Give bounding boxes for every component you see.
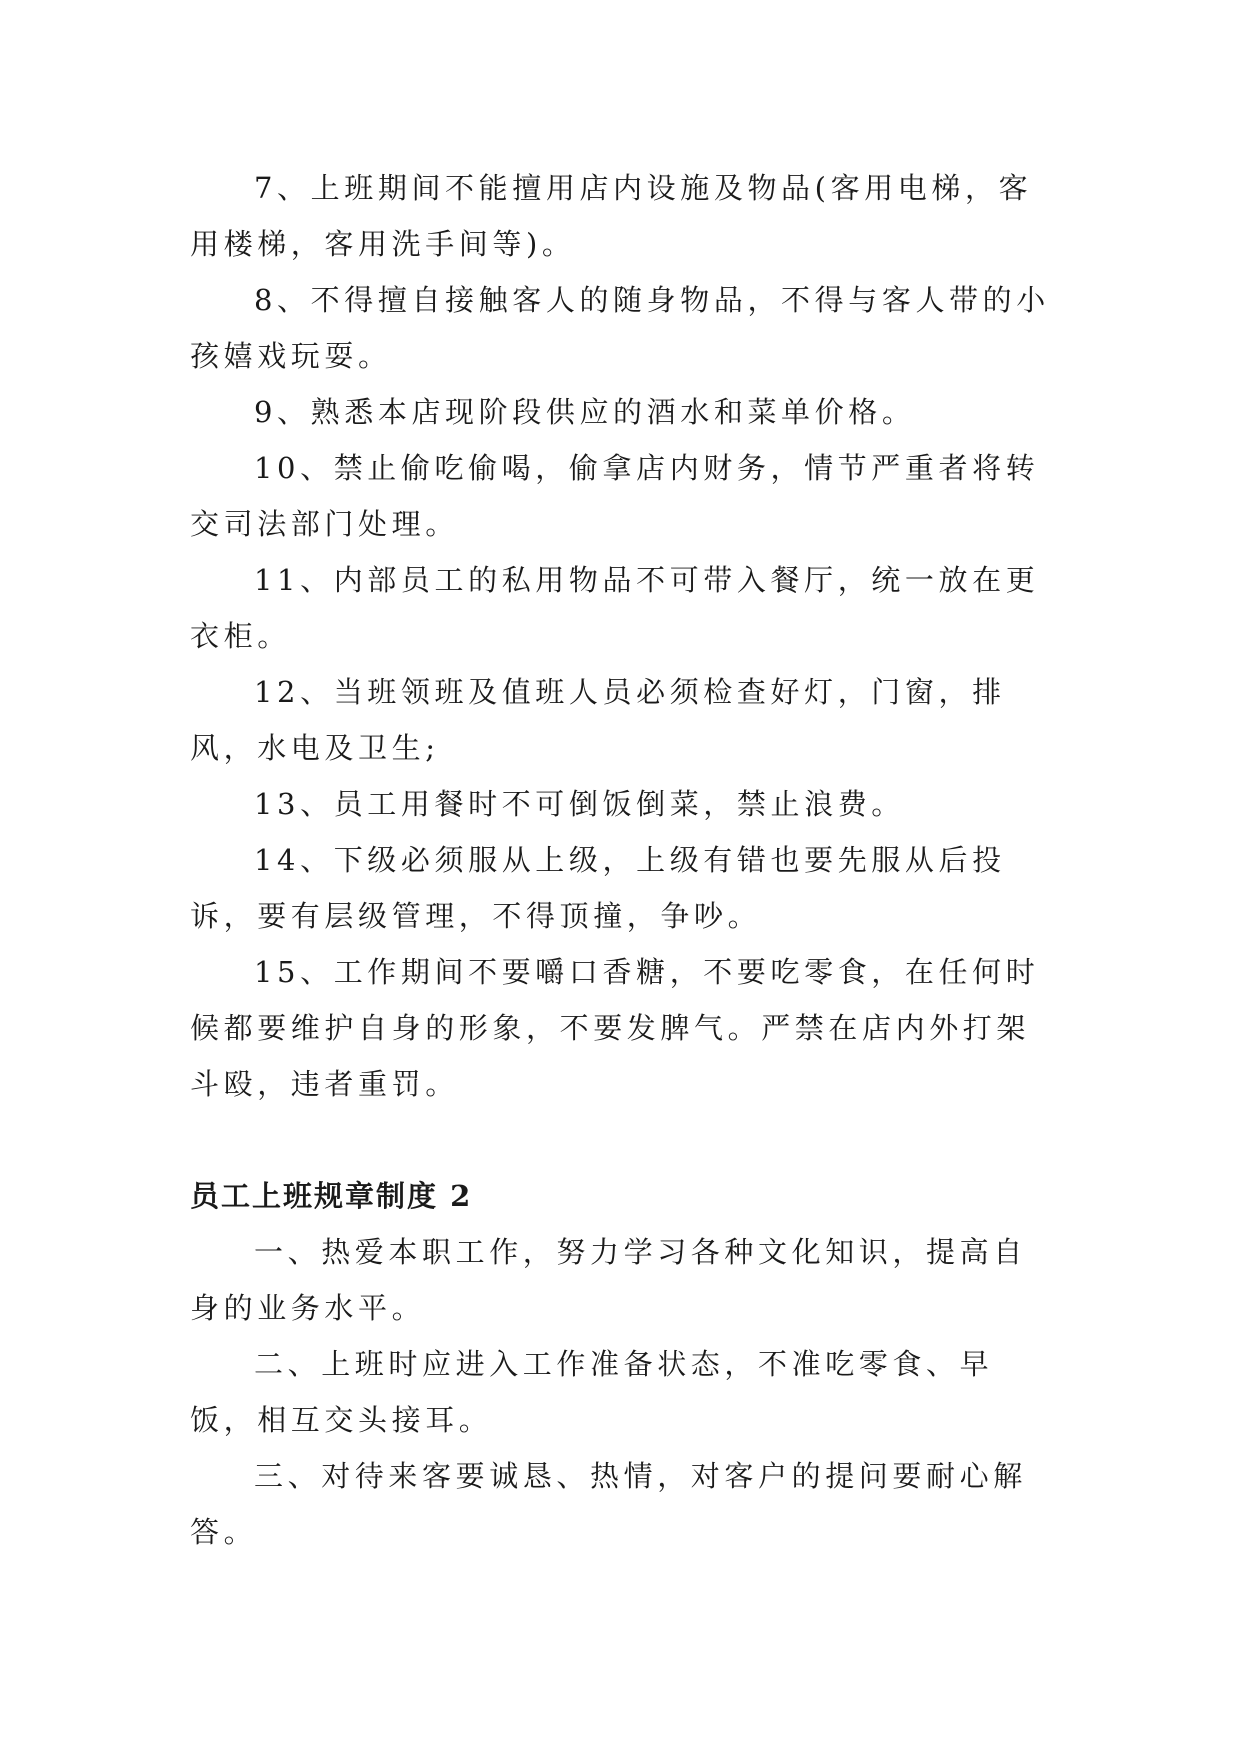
paragraph-rule-7: 7、上班期间不能擅用店内设施及物品(客用电梯，客用楼梯，客用洗手间等)。	[190, 171, 1033, 261]
paragraph-rule-13: 13、员工用餐时不可倒饭倒菜，禁止浪费。	[254, 787, 905, 821]
section-title: 员工上班规章制度 2	[190, 1179, 473, 1213]
paragraph-item-2: 二、上班时应进入工作准备状态，不准吃零食、早饭，相互交头接耳。	[190, 1347, 994, 1437]
paragraph-rule-12: 12、当班领班及值班人员必须检查好灯，门窗，排风，水电及卫生;	[190, 675, 1006, 765]
paragraph-item-1: 一、热爱本职工作，努力学习各种文化知识，提高自身的业务水平。	[190, 1235, 1027, 1325]
paragraph-rule-9: 9、熟悉本店现阶段供应的酒水和菜单价格。	[254, 395, 916, 429]
paragraph-rule-8: 8、不得擅自接触客人的随身物品，不得与客人带的小孩嬉戏玩耍。	[190, 283, 1050, 373]
document-body	[190, 160, 1055, 1560]
paragraph-rule-10: 10、禁止偷吃偷喝，偷拿店内财务，情节严重者将转交司法部门处理。	[190, 451, 1040, 541]
paragraph-rule-11: 11、内部员工的私用物品不可带入餐厅，统一放在更衣柜。	[190, 563, 1040, 653]
paragraph-item-3: 三、对待来客要诚恳、热情，对客户的提问要耐心解答。	[190, 1459, 1027, 1549]
paragraph-rule-14: 14、下级必须服从上级，上级有错也要先服从后投诉，要有层级管理，不得顶撞，争吵。	[190, 843, 1006, 933]
paragraph-rule-15: 15、工作期间不要嚼口香糖，不要吃零食，在任何时候都要维护自身的形象，不要发脾气。严禁在店内外打架斗殴，违者重罚。	[190, 955, 1040, 1101]
